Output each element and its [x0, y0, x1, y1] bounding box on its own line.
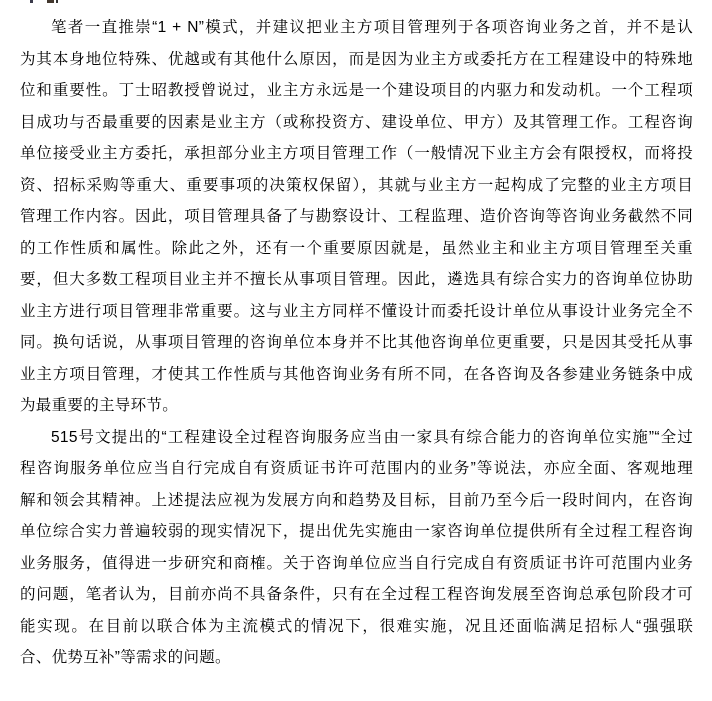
- text-line: 单位综合实力普遍较弱的现实情况下，提出优先实施由一家咨询单位提供所有全过程工程咨询: [20, 523, 693, 540]
- paragraph: [20, 12, 693, 422]
- body-text: [20, 12, 693, 674]
- text-line: 的工作性质和属性。除此之外，还有一个重要原因就是，虽然业主和业主方项目管理至关重: [20, 239, 693, 257]
- text-line: 合、优势互补”等需求的问题。: [20, 649, 231, 666]
- text-line: 的问题，笔者认为，目前亦尚不具备条件，只有在全过程工程咨询发展至咨询总承包阶段才可: [20, 586, 693, 603]
- text-line: 位和重要性。丁士昭教授曾说过，业主方永远是一个建设项目的内驱力和发动机。一个工程项: [20, 82, 693, 99]
- character-stroke-fragment: [30, 0, 33, 3]
- text-line: 程咨询服务单位应当自行完成自有资质证书许可范围内的业务”等说法，亦应全面、客观地理: [20, 460, 693, 477]
- text-line: 业主方进行项目管理非常重要。这与业主方同样不懂设计而委托设计单位从事设计业务完全不: [20, 302, 693, 320]
- character-stroke-fragment: [47, 0, 54, 3]
- paragraph: [20, 422, 693, 674]
- text-line: 能实现。在目前以联合体为主流模式的情况下，很难实施，况且还面临满足招标人“强强联: [20, 617, 693, 635]
- text-line: 笔者一直推崇“1 + N”模式，并建议把业主方项目管理列于各项咨询业务之首，并不是认: [51, 19, 693, 36]
- clipped-previous-line: [0, 0, 712, 4]
- character-stroke-fragment: [56, 0, 58, 3]
- text-line: 515号文提出的“工程建设全过程咨询服务应当由一家具有综合能力的咨询单位实施”“全过: [51, 428, 693, 446]
- text-line: 管理工作内容。因此，项目管理具备了与勘察设计、工程监理、造价咨询等咨询业务截然不同: [20, 208, 693, 225]
- text-line: 单位接受业主方委托，承担部分业主方项目管理工作（一般情况下业主方会有限授权，而将投: [20, 145, 693, 162]
- text-line: 业务服务，值得进一步研究和商榷。关于咨询单位应当自行完成自有资质证书许可范围内业务: [20, 554, 693, 572]
- text-line: 业主方项目管理，才使其工作性质与其他咨询业务有所不同，在各咨询及各参建业务链条中成: [20, 365, 693, 383]
- text-line: 同。换句话说，从事项目管理的咨询单位本身并不比其他咨询单位更重要，只是因其受托从事: [20, 334, 693, 351]
- text-line: 为最重要的主导环节。: [20, 397, 179, 414]
- text-line: 为其本身地位特殊、优越或有其他什么原因，而是因为业主方或委托方在工程建设中的特殊地: [20, 50, 693, 68]
- text-line: 要，但大多数工程项目业主并不擅长从事项目管理。因此，遴选具有综合实力的咨询单位协助: [20, 271, 693, 288]
- text-line: 解和领会其精神。上述提法应视为发展方向和趋势及目标，目前乃至今后一段时间内，在咨询: [20, 491, 693, 509]
- text-line: 资、招标采购等重大、重要事项的决策权保留），其就与业主方一起构成了完整的业主方项目: [20, 176, 693, 194]
- text-line: 目成功与否最重要的因素是业主方（或称投资方、建设单位、甲方）及其管理工作。工程咨询: [20, 113, 693, 131]
